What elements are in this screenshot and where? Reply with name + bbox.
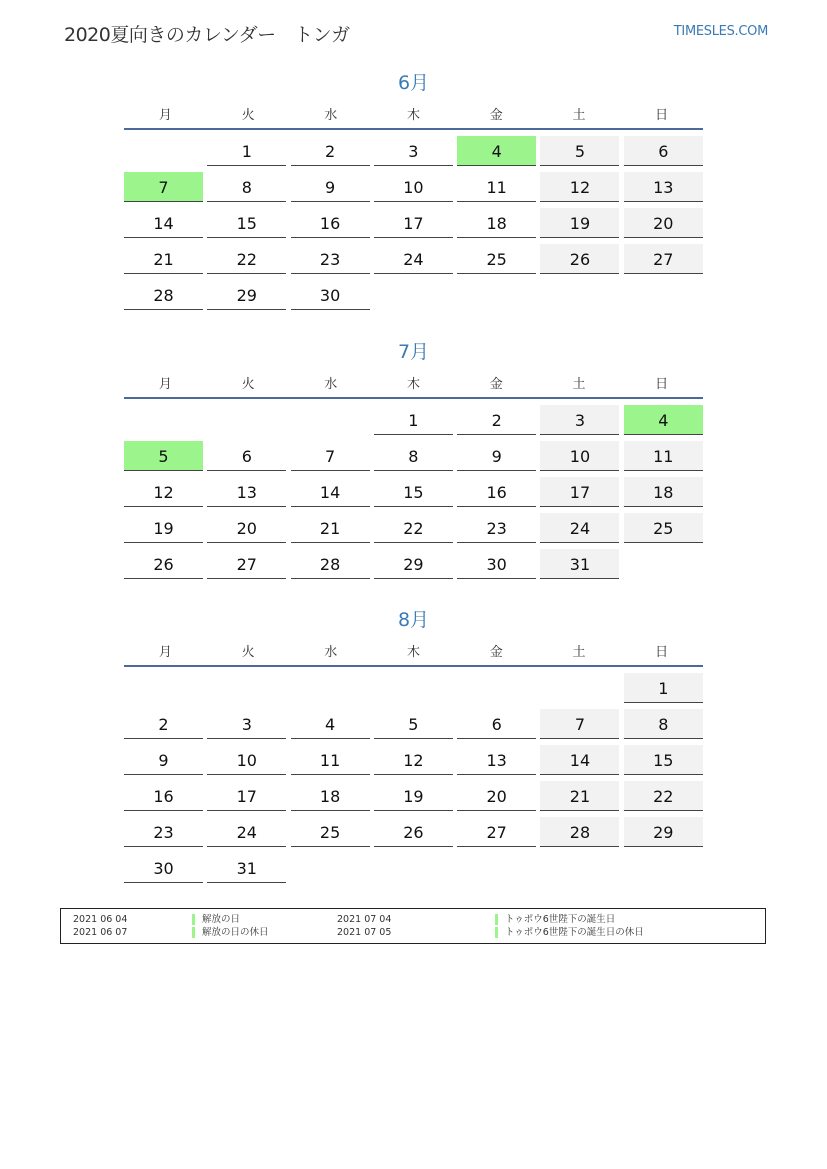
day-cell: 14 — [124, 208, 203, 238]
empty-cell — [124, 405, 203, 435]
day-cell: 18 — [457, 208, 536, 238]
day-cell: 4 — [291, 709, 370, 739]
empty-cell — [291, 405, 370, 435]
day-cell: 28 — [540, 817, 619, 847]
weekday-label: 月 — [158, 644, 172, 660]
day-cell: 19 — [124, 513, 203, 543]
day-cell: 10 — [374, 172, 453, 202]
day-cell: 15 — [624, 745, 703, 775]
day-cell: 8 — [374, 441, 453, 471]
day-cell: 27 — [207, 549, 286, 579]
legend-date: 2021 07 05 — [337, 927, 392, 938]
day-cell: 16 — [124, 781, 203, 811]
day-cell: 17 — [540, 477, 619, 507]
day-cell: 13 — [207, 477, 286, 507]
weekday-label: 木 — [407, 644, 421, 660]
empty-cell — [457, 673, 536, 703]
empty-cell — [124, 136, 203, 166]
day-cell: 25 — [457, 244, 536, 274]
day-cell: 15 — [374, 477, 453, 507]
day-cell: 17 — [207, 781, 286, 811]
weekday-label: 金 — [489, 644, 503, 660]
weekday-label: 水 — [324, 107, 338, 123]
weekday-label: 水 — [324, 644, 338, 660]
day-cell: 1 — [374, 405, 453, 435]
day-cell: 19 — [374, 781, 453, 811]
day-cell: 18 — [624, 477, 703, 507]
day-cell: 25 — [291, 817, 370, 847]
day-cell: 30 — [291, 280, 370, 310]
weekday-label: 木 — [407, 376, 421, 392]
day-cell: 21 — [124, 244, 203, 274]
day-cell: 12 — [540, 172, 619, 202]
legend-holiday-name: 解放の日 — [192, 914, 240, 925]
weekday-label: 土 — [572, 644, 586, 660]
holiday-legend — [60, 908, 766, 944]
weekday-label: 水 — [324, 376, 338, 392]
day-cell: 12 — [124, 477, 203, 507]
day-cell: 25 — [624, 513, 703, 543]
day-cell: 7 — [291, 441, 370, 471]
empty-cell — [374, 673, 453, 703]
day-cell: 1 — [624, 673, 703, 703]
day-cell: 27 — [624, 244, 703, 274]
month-title: 8月 — [397, 609, 430, 631]
day-cell: 26 — [374, 817, 453, 847]
legend-date: 2021 06 07 — [73, 927, 128, 938]
month-august — [124, 605, 703, 883]
day-cell: 26 — [124, 549, 203, 579]
day-cell: 18 — [291, 781, 370, 811]
day-cell: 23 — [124, 817, 203, 847]
day-cell: 9 — [124, 745, 203, 775]
day-cell: 6 — [624, 136, 703, 166]
day-cell: 16 — [291, 208, 370, 238]
day-cell: 28 — [291, 549, 370, 579]
empty-cell — [540, 673, 619, 703]
legend-holiday-name: トゥポウ6世陛下の誕生日の休日 — [495, 927, 644, 938]
day-cell: 2 — [124, 709, 203, 739]
weekday-label: 日 — [655, 376, 669, 392]
day-cell: 14 — [540, 745, 619, 775]
holiday-day-cell: 5 — [124, 441, 203, 471]
holiday-day-cell: 4 — [457, 136, 536, 166]
day-cell: 5 — [540, 136, 619, 166]
day-cell: 6 — [207, 441, 286, 471]
month-june — [124, 68, 703, 310]
day-cell: 29 — [207, 280, 286, 310]
weekday-label: 日 — [655, 107, 669, 123]
brand-logo-text[interactable]: TIMESLES.COM — [673, 24, 768, 39]
day-cell: 21 — [291, 513, 370, 543]
day-cell: 21 — [540, 781, 619, 811]
day-grid — [124, 673, 703, 883]
day-cell: 22 — [374, 513, 453, 543]
day-cell: 20 — [624, 208, 703, 238]
day-cell: 22 — [624, 781, 703, 811]
legend-holiday-name: トゥポウ6世陛下の誕生日 — [495, 914, 615, 925]
day-cell: 9 — [457, 441, 536, 471]
day-cell: 13 — [457, 745, 536, 775]
empty-cell — [124, 673, 203, 703]
day-cell: 12 — [374, 745, 453, 775]
holiday-day-cell: 4 — [624, 405, 703, 435]
day-cell: 3 — [540, 405, 619, 435]
day-cell: 11 — [457, 172, 536, 202]
legend-holiday-name: 解放の日の休日 — [192, 927, 269, 938]
day-cell: 28 — [124, 280, 203, 310]
weekday-label: 日 — [655, 644, 669, 660]
weekday-label: 火 — [241, 644, 255, 660]
weekday-header — [124, 367, 703, 399]
empty-cell — [207, 673, 286, 703]
day-cell: 24 — [374, 244, 453, 274]
day-cell: 7 — [540, 709, 619, 739]
day-cell: 29 — [374, 549, 453, 579]
day-cell: 30 — [124, 853, 203, 883]
day-cell: 11 — [291, 745, 370, 775]
day-cell: 3 — [374, 136, 453, 166]
day-cell: 24 — [207, 817, 286, 847]
day-grid — [124, 405, 703, 579]
month-title: 7月 — [397, 341, 430, 363]
day-cell: 2 — [291, 136, 370, 166]
day-cell: 14 — [291, 477, 370, 507]
day-cell: 10 — [207, 745, 286, 775]
weekday-label: 月 — [158, 376, 172, 392]
day-cell: 22 — [207, 244, 286, 274]
day-cell: 2 — [457, 405, 536, 435]
day-cell: 8 — [207, 172, 286, 202]
day-cell: 5 — [374, 709, 453, 739]
day-cell: 20 — [457, 781, 536, 811]
day-cell: 24 — [540, 513, 619, 543]
day-cell: 30 — [457, 549, 536, 579]
day-cell: 16 — [457, 477, 536, 507]
day-cell: 11 — [624, 441, 703, 471]
day-grid — [124, 136, 703, 310]
weekday-label: 月 — [158, 107, 172, 123]
day-cell: 3 — [207, 709, 286, 739]
holiday-day-cell: 7 — [124, 172, 203, 202]
weekday-label: 土 — [572, 376, 586, 392]
day-cell: 15 — [207, 208, 286, 238]
page-title: 2020夏向きのカレンダー トンガ — [64, 24, 350, 46]
legend-date: 2021 06 04 — [73, 914, 128, 925]
day-cell: 27 — [457, 817, 536, 847]
weekday-header — [124, 635, 703, 667]
month-july — [124, 337, 703, 579]
legend-date: 2021 07 04 — [337, 914, 392, 925]
weekday-label: 火 — [241, 107, 255, 123]
weekday-label: 木 — [407, 107, 421, 123]
day-cell: 9 — [291, 172, 370, 202]
day-cell: 23 — [457, 513, 536, 543]
day-cell: 6 — [457, 709, 536, 739]
day-cell: 26 — [540, 244, 619, 274]
day-cell: 29 — [624, 817, 703, 847]
day-cell: 1 — [207, 136, 286, 166]
day-cell: 31 — [540, 549, 619, 579]
weekday-label: 金 — [489, 376, 503, 392]
day-cell: 13 — [624, 172, 703, 202]
day-cell: 8 — [624, 709, 703, 739]
weekday-label: 火 — [241, 376, 255, 392]
day-cell: 23 — [291, 244, 370, 274]
weekday-label: 土 — [572, 107, 586, 123]
day-cell: 17 — [374, 208, 453, 238]
empty-cell — [291, 673, 370, 703]
month-title: 6月 — [397, 72, 430, 94]
weekday-header — [124, 98, 703, 130]
day-cell: 20 — [207, 513, 286, 543]
empty-cell — [207, 405, 286, 435]
day-cell: 31 — [207, 853, 286, 883]
weekday-label: 金 — [489, 107, 503, 123]
day-cell: 10 — [540, 441, 619, 471]
day-cell: 19 — [540, 208, 619, 238]
